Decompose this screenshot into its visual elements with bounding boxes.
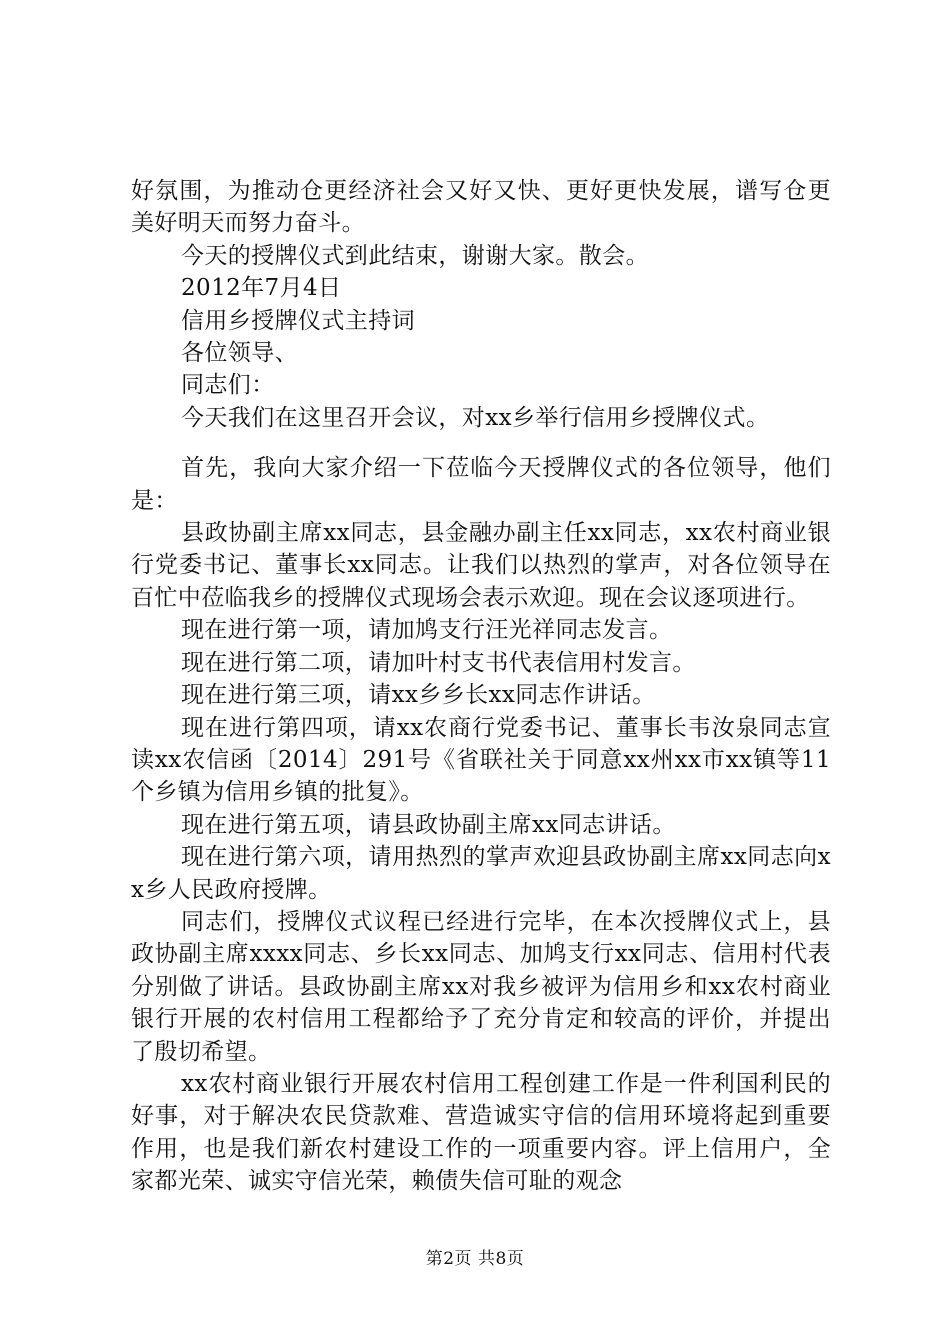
paragraph: 首先，我向大家介绍一下莅临今天授牌仪式的各位领导，他们是：: [131, 455, 831, 514]
paragraph: 信用乡授牌仪式主持词: [181, 307, 415, 334]
paragraph: 现在进行第三项，请xx乡乡长xx同志作讲话。: [181, 682, 656, 709]
paragraph: 今天的授牌仪式到此结束，谢谢大家。散会。: [181, 242, 649, 269]
paragraph: 好氛围，为推动仓更经济社会又好又快、更好更快发展，谱写仓更美好明天而努力奋斗。: [131, 178, 831, 237]
document-body: [131, 175, 831, 1198]
paragraph: 现在进行第六项，请用热烈的掌声欢迎县政协副主席xx同志向xx乡人民政府授牌。: [131, 844, 831, 903]
paragraph: 2012年7月4日: [181, 275, 342, 302]
paragraph: 现在进行第一项，请加鸠支行汪光祥同志发言。: [181, 617, 673, 644]
paragraph: 各位领导、: [181, 340, 298, 367]
page-footer: 第2页 共8页: [425, 1249, 525, 1269]
paragraph: 现在进行第二项，请加叶村支书代表信用村发言。: [181, 649, 696, 676]
paragraph: 现在进行第四项，请xx农商行党委书记、董事长韦汝泉同志宣读xx农信函〔2014〕291号《省联社关于同意xx州xx市xx镇等11个乡镇为信用乡镇的批复》。: [131, 714, 831, 806]
paragraph: 同志们：: [181, 372, 275, 399]
paragraph: 县政协副主席xx同志，县金融办副主任xx同志，xx农村商业银行党委书记、董事长xx同志。让我们以热烈的掌声，对各位领导在百忙中莅临我乡的授牌仪式现场会表示欢迎。现在会议逐项进行。: [131, 520, 831, 611]
paragraph: 同志们，授牌仪式议程已经进行完毕，在本次授牌仪式上，县政协副主席xxxx同志、乡长xx同志、加鸠支行xx同志、信用村代表分别做了讲话。县政协副主席xx对我乡被评为信用乡和xx农村商业银行开展的农村信用工程都给予了充分肯定和较高的评价，并提出了殷切希望。: [131, 908, 831, 1065]
paragraph: xx农村商业银行开展农村信用工程创建工作是一件利国利民的好事，对于解决农民贷款难、营造诚实守信的信用环境将起到重要作用，也是我们新农村建设工作的一项重要内容。评上信用户，全家都光荣、诚实守信光荣，赖债失信可耻的观念: [131, 1070, 831, 1195]
paragraph: 今天我们在这里召开会议，对xx乡举行信用乡授牌仪式。: [181, 404, 770, 431]
paragraph: 现在进行第五项，请县政协副主席xx同志讲话。: [181, 811, 676, 838]
